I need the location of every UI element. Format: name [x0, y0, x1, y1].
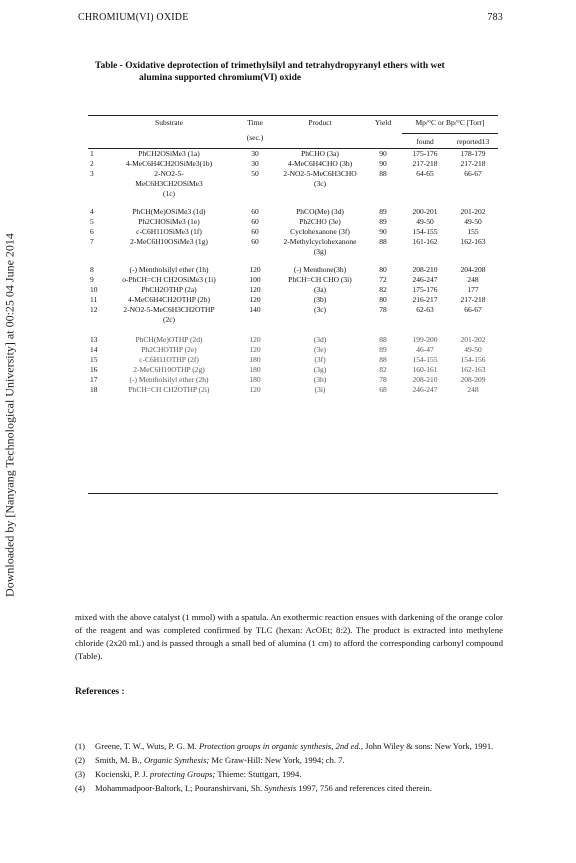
table-subheader-row [88, 133, 498, 149]
table-row [88, 217, 498, 227]
cell-time: 60 [251, 227, 259, 236]
col-mp: Mp/°C or Bp/°C [Torr] [415, 118, 485, 127]
cell-product: (3f) [314, 355, 326, 364]
reference-source: John Wiley & sons: New York, 1991. [362, 741, 494, 751]
table-row [88, 159, 498, 169]
cell-yield: 82 [379, 285, 387, 294]
cell-row-number: 15 [90, 355, 98, 364]
reference-title: Synthesis [264, 783, 297, 793]
cell-product: (3c) [313, 179, 327, 188]
cell-found: 217-218 [412, 159, 438, 168]
reference-text [95, 754, 503, 766]
cell-reported: 155 [467, 227, 479, 236]
cell-reported: 248 [467, 385, 479, 394]
cell-reported: 66-67 [464, 169, 482, 178]
cell-row-number: 3 [90, 169, 94, 178]
cell-time: 180 [249, 355, 261, 364]
cell-yield: 88 [379, 335, 387, 344]
cell-row-number: 18 [90, 385, 98, 394]
table-row [88, 149, 498, 159]
cell-yield: 78 [379, 375, 387, 384]
cell-product: (3h) [313, 375, 327, 384]
cell-substrate: o-PhCH=CH CH2OSiMe3 (1i) [122, 275, 216, 284]
running-header [78, 12, 503, 23]
table-title-line2: alumina supported chromium(VI) oxide [139, 73, 302, 83]
cell-reported: 162-163 [460, 365, 486, 374]
cell-product: (-) Menthone(3h) [293, 265, 347, 274]
cell-product: (3e) [313, 345, 327, 354]
cell-row-number: 2 [90, 159, 94, 168]
cell-yield: 90 [379, 149, 387, 158]
cell-reported: 162-163 [460, 237, 486, 246]
page-number: 783 [487, 12, 503, 23]
reference-authors: Kocienski, P. J. [95, 769, 150, 779]
reference-text [95, 768, 503, 780]
cell-yield: 88 [379, 237, 387, 246]
reference-number: (3) [75, 769, 86, 779]
cell-product: (3g) [313, 247, 327, 256]
table-row [88, 345, 498, 355]
cell-substrate: c-C6H11OTHP (2f) [139, 355, 199, 364]
cell-product: 4-MeC6H4CHO (3b) [287, 159, 353, 168]
cell-row-number: 17 [90, 375, 98, 384]
running-title: CHROMIUM(VI) OXIDE [78, 12, 189, 23]
cell-time: 60 [251, 217, 259, 226]
cell-reported: 204-208 [460, 265, 486, 274]
cell-row-number: 9 [90, 275, 94, 284]
cell-row-number: 5 [90, 217, 94, 226]
reference-text [95, 782, 503, 794]
table-row [88, 385, 498, 395]
table-row [88, 275, 498, 285]
cell-product: Cyclohexanone (3f) [290, 227, 350, 236]
cell-yield: 80 [379, 265, 387, 274]
cell-reported: 154-156 [460, 355, 486, 364]
reference-authors: Greene, T. W., Wuts, P. G. M. [95, 741, 199, 751]
cell-substrate: (2c) [162, 315, 176, 324]
cell-found: 160-161 [412, 365, 438, 374]
cell-time: 60 [251, 237, 259, 246]
cell-found: 246-247 [412, 385, 438, 394]
table-row [88, 285, 498, 295]
col-time-unit: (sec.) [246, 133, 264, 142]
cell-substrate: 2-MeC6H10OTHP (2g) [133, 365, 205, 374]
cell-substrate: PhCH2OSiMe3 (1a) [138, 149, 200, 158]
cell-reported: 208-209 [460, 375, 486, 384]
cell-product: (3d) [313, 335, 327, 344]
cell-time: 60 [251, 207, 259, 216]
cell-product: Ph2CHO (3e) [299, 217, 341, 226]
cell-row-number: 14 [90, 345, 98, 354]
cell-reported: 177 [467, 285, 479, 294]
cell-yield: 78 [379, 305, 387, 314]
cell-row-number: 12 [90, 305, 98, 314]
table-row [88, 295, 498, 305]
cell-substrate: 2-MeC6H10OSiMe3 (1g) [130, 237, 208, 246]
cell-reported: 248 [467, 275, 479, 284]
cell-found: 154-155 [412, 227, 438, 236]
cell-substrate: (-) Mentholsilyl ether (2h) [129, 375, 209, 384]
cell-product: PhCH=CH CHO (3i) [288, 275, 352, 284]
table-row [88, 227, 498, 237]
cell-substrate: (-) Mentholsilyl ether (1h) [129, 265, 209, 274]
reference-number: (4) [75, 783, 86, 793]
cell-substrate: PhCH=CH CH2OTHP (2i) [128, 385, 210, 394]
cell-time: 30 [251, 159, 259, 168]
cell-substrate: PhCH(Me)OSiMe3 (1d) [132, 207, 206, 216]
cell-found: 154-155 [412, 355, 438, 364]
cell-substrate: c-C6H11OSiMe3 (1f) [136, 227, 202, 236]
cell-yield: 89 [379, 345, 387, 354]
cell-yield: 72 [379, 275, 387, 284]
cell-row-number: 16 [90, 365, 98, 374]
reference-title: Organic Synthesis; [143, 755, 210, 765]
cell-yield: 80 [379, 295, 387, 304]
cell-time: 120 [249, 265, 261, 274]
reference-title: protecting Groups; [149, 769, 216, 779]
cell-time: 120 [249, 285, 261, 294]
cell-found: 208-210 [412, 375, 438, 384]
cell-found: 175-176 [412, 149, 438, 158]
download-watermark [2, 180, 18, 650]
cell-found: 49-50 [416, 217, 434, 226]
cell-reported: 49-50 [464, 217, 482, 226]
row-spacer [88, 325, 498, 335]
table-title [95, 60, 515, 84]
cell-product: PhCO(Me) (3d) [296, 207, 344, 216]
row-spacer [88, 257, 498, 265]
reference-title: Protection groups in organic synthesis, 2nd ed., [198, 741, 363, 751]
cell-found: 208-210 [412, 265, 438, 274]
cell-row-number: 13 [90, 335, 98, 344]
col-found: found [402, 133, 448, 146]
reference-source: 1997, 756 and references cited therein. [296, 783, 432, 793]
col-substrate: Substrate [155, 118, 183, 127]
table-row [88, 189, 498, 199]
table-row [88, 169, 498, 179]
cell-substrate: 4-MeC6H4CH2OSiMe3(1b) [125, 159, 213, 168]
cell-time: 180 [249, 375, 261, 384]
table-header-row [88, 118, 498, 133]
table-row [88, 375, 498, 385]
cell-time: 100 [249, 275, 261, 284]
cell-found: 161-162 [412, 237, 438, 246]
cell-time: 180 [249, 365, 261, 374]
cell-substrate: (1c) [162, 189, 176, 198]
reference-source: Mc Graw-Hill: New York, 1994; ch. 7. [209, 755, 345, 765]
cell-yield: 88 [379, 355, 387, 364]
table-body [88, 149, 498, 395]
cell-product: PhCHO (3a) [301, 149, 339, 158]
cell-reported: 178-179 [460, 149, 486, 158]
table-row [88, 265, 498, 275]
cell-product: (3a) [313, 285, 327, 294]
table-title-line1: Table - Oxidative deprotection of trimethylsilyl and tetrahydropyranyl ethers with wet [95, 61, 445, 71]
cell-found: 62-63 [416, 305, 434, 314]
cell-reported: 217-218 [460, 159, 486, 168]
cell-row-number: 8 [90, 265, 94, 274]
cell-product: (3c) [313, 305, 327, 314]
cell-found: 46-47 [416, 345, 434, 354]
table-row [88, 247, 498, 257]
cell-product: 2-Methylcyclohexanone [283, 237, 357, 246]
cell-yield: 89 [379, 207, 387, 216]
cell-found: 64-65 [416, 169, 434, 178]
cell-substrate: Ph2CHOTHP (2e) [141, 345, 197, 354]
download-watermark-text: Downloaded by [Nanyang Technological University] at 00:25 04 June 2014 [2, 233, 17, 597]
body-paragraph: mixed with the above catalyst (1 mmol) with a spatula. An exothermic reaction ensues with darkening of the orange color of the reagent and was completed confirmed by TLC (hexan: AcOEt; 8:2). The product is extracted into methylene chloride (2x20 mL) and is passed through a small bed of alumina (1 cm) to afford the corresponding carbonyl compound (Table). [75, 612, 503, 661]
cell-product: (3i) [314, 385, 326, 394]
cell-found: 199-200 [412, 335, 438, 344]
cell-row-number: 11 [90, 295, 98, 304]
cell-substrate: 2-NO2-5- [154, 169, 184, 178]
table-row [88, 335, 498, 345]
references-heading: References : [75, 687, 125, 697]
col-time: Time [247, 118, 263, 127]
cell-time: 120 [249, 335, 261, 344]
cell-substrate: MeC6H3CH2OSiMe3 [135, 179, 203, 188]
cell-product: 2-NO2-5-MeC6H3CHO [283, 169, 357, 178]
cell-row-number: 7 [90, 237, 94, 246]
cell-product: (3g) [313, 365, 327, 374]
data-table [88, 118, 498, 395]
cell-yield: 68 [379, 385, 387, 394]
cell-time: 120 [249, 385, 261, 394]
cell-row-number: 6 [90, 227, 94, 236]
reference-item [75, 740, 503, 752]
table-row [88, 179, 498, 189]
cell-time: 30 [251, 149, 259, 158]
table-row [88, 305, 498, 315]
cell-substrate: 2-NO2-5-MeC6H3CH2OTHP [123, 305, 215, 314]
cell-substrate: Ph2CHOSiMe3 (1e) [138, 217, 200, 226]
cell-row-number: 1 [90, 149, 94, 158]
cell-row-number: 10 [90, 285, 98, 294]
col-yield: Yield [374, 118, 392, 127]
cell-time: 120 [249, 345, 261, 354]
cell-yield: 82 [379, 365, 387, 374]
cell-product: (3b) [313, 295, 327, 304]
cell-reported: 66-67 [464, 305, 482, 314]
cell-yield: 90 [379, 227, 387, 236]
cell-time: 50 [251, 169, 259, 178]
cell-yield: 89 [379, 217, 387, 226]
cell-found: 246-247 [412, 275, 438, 284]
cell-reported: 217-218 [460, 295, 486, 304]
row-spacer [88, 199, 498, 207]
cell-reported: 201-202 [460, 207, 486, 216]
cell-time: 140 [249, 305, 261, 314]
reference-number: (1) [75, 741, 86, 751]
cell-found: 175-176 [412, 285, 438, 294]
cell-reported: 201-202 [460, 335, 486, 344]
col-reported: reported13 [448, 133, 498, 146]
table-row [88, 365, 498, 375]
cell-time: 120 [249, 295, 261, 304]
table-top-rule [88, 115, 498, 116]
table-row [88, 355, 498, 365]
table-row [88, 207, 498, 217]
cell-row-number: 4 [90, 207, 94, 216]
cell-yield: 90 [379, 159, 387, 168]
table-bottom-rule [88, 493, 498, 494]
reference-item [75, 754, 503, 766]
reference-text [95, 740, 503, 752]
cell-yield: 88 [379, 169, 387, 178]
cell-substrate: PhCH2OTHP (2a) [141, 285, 197, 294]
cell-substrate: PhCH(Me)OTHP (2d) [135, 335, 203, 344]
reference-item [75, 782, 503, 794]
reference-authors: Smith, M. B., [95, 755, 144, 765]
cell-reported: 49-50 [464, 345, 482, 354]
cell-substrate: 4-MeC6H4CH2OTHP (2b) [127, 295, 210, 304]
reference-source: Thieme: Stuttgart, 1994. [215, 769, 302, 779]
reference-item [75, 768, 503, 780]
table-row [88, 315, 498, 325]
references-list [75, 740, 503, 796]
reference-number: (2) [75, 755, 86, 765]
col-product: Product [308, 118, 332, 127]
cell-found: 200-201 [412, 207, 438, 216]
table-row [88, 237, 498, 247]
cell-found: 216-217 [412, 295, 438, 304]
reference-authors: Mohammadpoor-Baltork, I.; Pouranshirvani, Sh. [95, 783, 265, 793]
